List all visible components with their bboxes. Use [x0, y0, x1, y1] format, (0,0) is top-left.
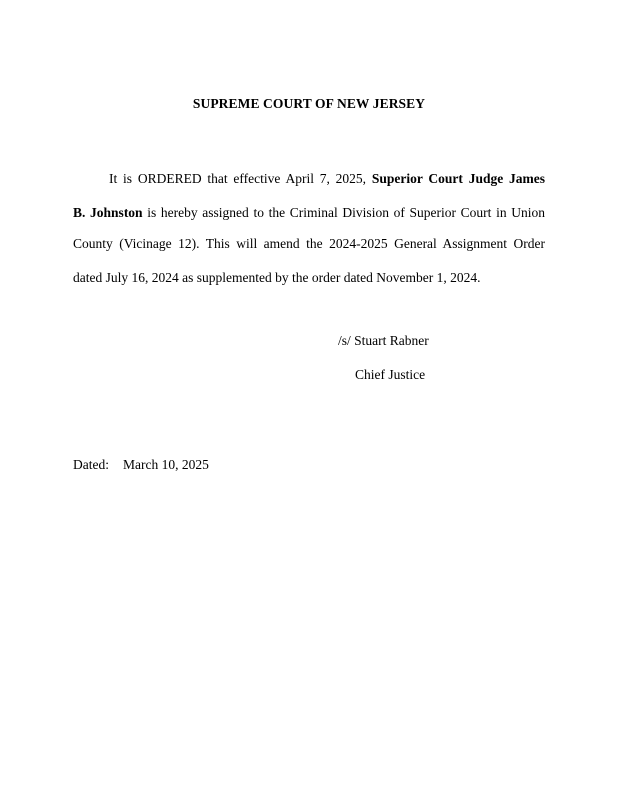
- order-text: It is ORDERED that effective April 7, 2025,: [109, 171, 372, 186]
- signature-title: Chief Justice: [355, 367, 426, 382]
- judge-name-part-1: Superior Court Judge James: [371, 171, 545, 186]
- dated-line: [73, 457, 209, 473]
- judge-name-part-2: B. Johnston: [73, 205, 143, 220]
- dated-value: March 10, 2025: [123, 457, 209, 472]
- order-paragraph-line-4: dated July 16, 2024 as supplemented by the order dated November 1, 2024.: [73, 270, 481, 285]
- order-paragraph-line-1: [109, 171, 545, 187]
- order-paragraph-line-3: County (Vicinage 12). This will amend the 2024-2025 General Assignment Order: [73, 236, 545, 251]
- order-paragraph-line-2: [73, 205, 545, 221]
- court-title: SUPREME COURT OF NEW JERSEY: [192, 96, 426, 111]
- dated-label: Dated:: [73, 457, 109, 472]
- signature-name: /s/ Stuart Rabner: [338, 333, 429, 348]
- assignment-text: is hereby assigned to the Criminal Division of Superior Court in Union: [142, 205, 545, 220]
